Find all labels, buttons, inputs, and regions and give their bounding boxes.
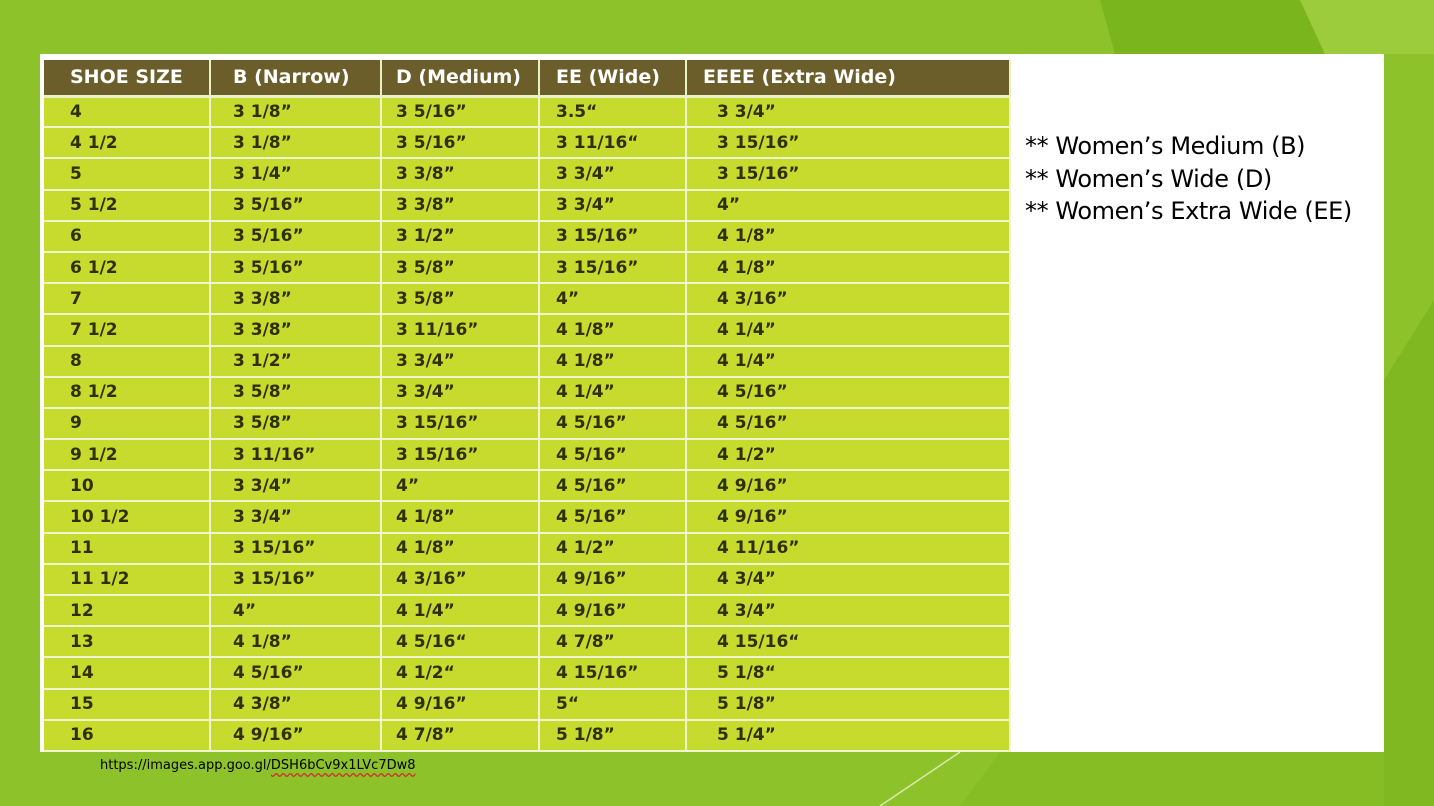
cell-eeee-extra-wide: 4 5/16” [686, 408, 1010, 439]
cell-d-medium: 3 5/16” [381, 127, 539, 158]
cell-d-medium: 3 3/4” [381, 377, 539, 408]
cell-ee-wide: 5“ [539, 689, 686, 720]
cell-eeee-extra-wide: 4 1/4” [686, 314, 1010, 345]
cell-eeee-extra-wide: 4 1/2” [686, 439, 1010, 470]
cell-d-medium: 3 3/4” [381, 346, 539, 377]
source-link[interactable] [100, 758, 416, 773]
table-row [44, 252, 1010, 283]
table-row [44, 127, 1010, 158]
source-url-prefix: https://images.app.goo.gl/ [100, 758, 271, 773]
cell-b-narrow: 3 5/16” [210, 252, 381, 283]
table-row [44, 533, 1010, 564]
table-row [44, 595, 1010, 626]
table-row [44, 439, 1010, 470]
table-row [44, 626, 1010, 657]
cell-d-medium: 4 1/4” [381, 595, 539, 626]
cell-ee-wide: 4 1/8” [539, 346, 686, 377]
cell-b-narrow: 3 5/16” [210, 221, 381, 252]
header-b-narrow: B (Narrow) [210, 60, 381, 96]
cell-b-narrow: 3 5/16” [210, 190, 381, 221]
cell-ee-wide: 4 5/16” [539, 501, 686, 532]
cell-ee-wide: 3 11/16“ [539, 127, 686, 158]
cell-shoe-size: 7 [44, 283, 210, 314]
cell-b-narrow: 3 3/4” [210, 501, 381, 532]
cell-d-medium: 3 15/16” [381, 439, 539, 470]
table-row [44, 470, 1010, 501]
table-row [44, 96, 1010, 127]
table-row [44, 190, 1010, 221]
cell-shoe-size: 4 [44, 96, 210, 127]
note-womens-medium: ** Women’s Medium (B) [1025, 132, 1306, 160]
cell-shoe-size: 12 [44, 595, 210, 626]
cell-eeee-extra-wide: 4 15/16“ [686, 626, 1010, 657]
table-row [44, 158, 1010, 189]
cell-d-medium: 3 15/16” [381, 408, 539, 439]
cell-d-medium: 3 5/8” [381, 252, 539, 283]
cell-eeee-extra-wide: 4 3/4” [686, 595, 1010, 626]
cell-shoe-size: 13 [44, 626, 210, 657]
cell-b-narrow: 3 11/16” [210, 439, 381, 470]
table-row [44, 501, 1010, 532]
cell-ee-wide: 3.5“ [539, 96, 686, 127]
cell-b-narrow: 3 15/16” [210, 564, 381, 595]
cell-ee-wide: 3 15/16” [539, 221, 686, 252]
cell-shoe-size: 11 [44, 533, 210, 564]
cell-eeee-extra-wide: 4 1/8” [686, 252, 1010, 283]
table-header-row [44, 60, 1010, 96]
header-ee-wide: EE (Wide) [539, 60, 686, 96]
cell-d-medium: 3 11/16” [381, 314, 539, 345]
note-womens-extra-wide: ** Women’s Extra Wide (EE) [1025, 197, 1352, 225]
cell-ee-wide: 4 15/16” [539, 657, 686, 688]
cell-ee-wide: 4 9/16” [539, 595, 686, 626]
table-row [44, 564, 1010, 595]
cell-shoe-size: 6 [44, 221, 210, 252]
cell-shoe-size: 10 1/2 [44, 501, 210, 532]
cell-ee-wide: 4 5/16” [539, 408, 686, 439]
table-row [44, 346, 1010, 377]
cell-eeee-extra-wide: 3 15/16” [686, 158, 1010, 189]
cell-shoe-size: 6 1/2 [44, 252, 210, 283]
table-row [44, 689, 1010, 720]
cell-b-narrow: 3 3/8” [210, 283, 381, 314]
cell-shoe-size: 8 [44, 346, 210, 377]
cell-eeee-extra-wide: 5 1/8” [686, 689, 1010, 720]
cell-shoe-size: 9 [44, 408, 210, 439]
cell-shoe-size: 5 1/2 [44, 190, 210, 221]
cell-eeee-extra-wide: 4 9/16” [686, 501, 1010, 532]
cell-eeee-extra-wide: 5 1/4” [686, 720, 1010, 751]
header-shoe-size: SHOE SIZE [44, 60, 210, 96]
cell-d-medium: 4 7/8” [381, 720, 539, 751]
cell-d-medium: 4 9/16” [381, 689, 539, 720]
cell-eeee-extra-wide: 4 1/4” [686, 346, 1010, 377]
table-row [44, 377, 1010, 408]
cell-d-medium: 3 1/2” [381, 221, 539, 252]
cell-eeee-extra-wide: 4 11/16” [686, 533, 1010, 564]
cell-shoe-size: 10 [44, 470, 210, 501]
cell-d-medium: 3 5/8” [381, 283, 539, 314]
width-notes [1025, 130, 1352, 228]
cell-b-narrow: 4 3/8” [210, 689, 381, 720]
cell-d-medium: 3 5/16” [381, 96, 539, 127]
shoe-width-table [44, 60, 1011, 752]
cell-b-narrow: 3 1/8” [210, 96, 381, 127]
cell-d-medium: 4 1/2“ [381, 657, 539, 688]
cell-d-medium: 4” [381, 470, 539, 501]
table-row [44, 314, 1010, 345]
cell-shoe-size: 14 [44, 657, 210, 688]
table-row [44, 408, 1010, 439]
cell-b-narrow: 3 3/4” [210, 470, 381, 501]
cell-ee-wide: 3 15/16” [539, 252, 686, 283]
slide-panel [40, 54, 1384, 752]
cell-b-narrow: 3 1/4” [210, 158, 381, 189]
cell-ee-wide: 3 3/4” [539, 158, 686, 189]
cell-d-medium: 4 1/8” [381, 533, 539, 564]
cell-b-narrow: 3 1/8” [210, 127, 381, 158]
cell-d-medium: 3 3/8” [381, 158, 539, 189]
cell-shoe-size: 15 [44, 689, 210, 720]
table-row [44, 283, 1010, 314]
cell-shoe-size: 8 1/2 [44, 377, 210, 408]
source-url-suffix: DSH6bCv9x1LVc7Dw8 [270, 758, 416, 773]
table-row [44, 720, 1010, 751]
cell-b-narrow: 3 15/16” [210, 533, 381, 564]
cell-ee-wide: 4 1/2” [539, 533, 686, 564]
cell-shoe-size: 7 1/2 [44, 314, 210, 345]
cell-shoe-size: 11 1/2 [44, 564, 210, 595]
cell-shoe-size: 9 1/2 [44, 439, 210, 470]
cell-shoe-size: 16 [44, 720, 210, 751]
header-eeee-extra-wide: EEEE (Extra Wide) [686, 60, 1010, 96]
cell-ee-wide: 5 1/8” [539, 720, 686, 751]
cell-ee-wide: 4 7/8” [539, 626, 686, 657]
cell-eeee-extra-wide: 5 1/8“ [686, 657, 1010, 688]
cell-ee-wide: 4 5/16” [539, 439, 686, 470]
cell-b-narrow: 3 5/8” [210, 377, 381, 408]
cell-d-medium: 3 3/8” [381, 190, 539, 221]
cell-eeee-extra-wide: 3 15/16” [686, 127, 1010, 158]
cell-b-narrow: 4 1/8” [210, 626, 381, 657]
cell-b-narrow: 3 5/8” [210, 408, 381, 439]
cell-eeee-extra-wide: 4 3/4” [686, 564, 1010, 595]
cell-b-narrow: 3 1/2” [210, 346, 381, 377]
cell-ee-wide: 4 9/16” [539, 564, 686, 595]
cell-eeee-extra-wide: 4 3/16” [686, 283, 1010, 314]
cell-b-narrow: 4” [210, 595, 381, 626]
cell-ee-wide: 4 1/8” [539, 314, 686, 345]
cell-shoe-size: 4 1/2 [44, 127, 210, 158]
table-row [44, 221, 1010, 252]
cell-eeee-extra-wide: 3 3/4” [686, 96, 1010, 127]
cell-d-medium: 4 3/16” [381, 564, 539, 595]
cell-b-narrow: 4 5/16” [210, 657, 381, 688]
cell-ee-wide: 3 3/4” [539, 190, 686, 221]
cell-shoe-size: 5 [44, 158, 210, 189]
cell-eeee-extra-wide: 4 9/16” [686, 470, 1010, 501]
header-d-medium: D (Medium) [381, 60, 539, 96]
cell-b-narrow: 3 3/8” [210, 314, 381, 345]
cell-ee-wide: 4” [539, 283, 686, 314]
table-row [44, 657, 1010, 688]
cell-d-medium: 4 1/8” [381, 501, 539, 532]
cell-eeee-extra-wide: 4 1/8” [686, 221, 1010, 252]
cell-d-medium: 4 5/16“ [381, 626, 539, 657]
cell-b-narrow: 4 9/16” [210, 720, 381, 751]
note-womens-wide: ** Women’s Wide (D) [1025, 164, 1272, 193]
cell-eeee-extra-wide: 4 5/16” [686, 377, 1010, 408]
cell-eeee-extra-wide: 4” [686, 190, 1010, 221]
cell-ee-wide: 4 5/16” [539, 470, 686, 501]
table-body [44, 96, 1010, 751]
cell-ee-wide: 4 1/4” [539, 377, 686, 408]
